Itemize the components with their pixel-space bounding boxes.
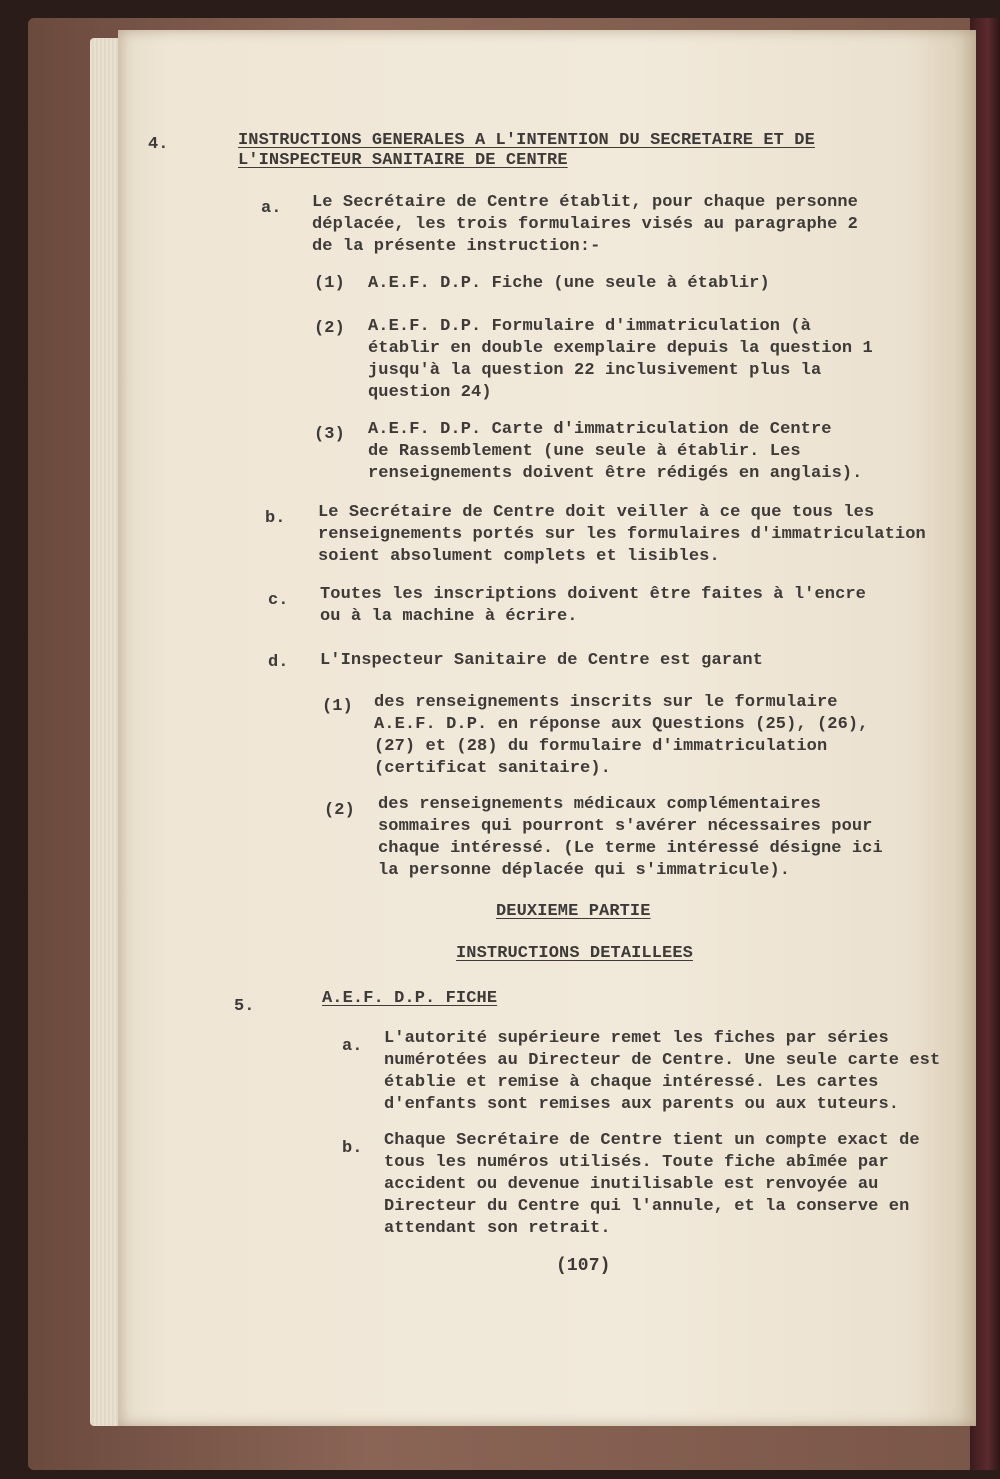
part-2-subtitle: INSTRUCTIONS DETAILLEES xyxy=(456,944,693,963)
item-4d2-line: des renseignements médicaux complémentaires xyxy=(378,795,821,814)
item-5b-line: tous les numéros utilisés. Toute fiche abîmée par xyxy=(384,1153,889,1172)
item-4b-marker: b. xyxy=(265,509,286,528)
item-5b-line: Directeur du Centre qui l'annule, et la conserve en xyxy=(384,1197,910,1216)
item-4d2-marker: (2) xyxy=(324,801,355,820)
item-4c-line: Toutes les inscriptions doivent être faites à l'encre xyxy=(320,585,866,604)
item-4d-marker: d. xyxy=(268,653,289,672)
item-4d1-line: des renseignements inscrits sur le formulaire xyxy=(374,693,838,712)
item-4a1-marker: (1) xyxy=(314,274,345,293)
item-4a3-line: A.E.F. D.P. Carte d'immatriculation de Centre xyxy=(368,420,832,439)
item-4d-line: L'Inspecteur Sanitaire de Centre est garant xyxy=(320,651,763,670)
item-4a2-marker: (2) xyxy=(314,319,345,338)
item-4a2-line: A.E.F. D.P. Formulaire d'immatriculation (à xyxy=(368,317,811,336)
page-number: (107) xyxy=(556,1256,611,1276)
section-4-heading-line1: INSTRUCTIONS GENERALES A L'INTENTION DU SECRETAIRE ET DE xyxy=(238,131,815,150)
item-4a-line: de la présente instruction:- xyxy=(312,237,601,256)
item-5a-line: numérotées au Directeur de Centre. Une seule carte est xyxy=(384,1051,941,1070)
item-5a-line: d'enfants sont remises aux parents ou aux tuteurs. xyxy=(384,1095,900,1114)
item-5a-line: L'autorité supérieure remet les fiches par séries xyxy=(384,1029,889,1048)
item-4c-line: ou à la machine à écrire. xyxy=(320,607,578,626)
item-5b-line: Chaque Secrétaire de Centre tient un compte exact de xyxy=(384,1131,920,1150)
item-4a-marker: a. xyxy=(261,199,282,218)
item-4d2-line: chaque intéressé. (Le terme intéressé désigne ici xyxy=(378,839,883,858)
section-5-number: 5. xyxy=(234,997,255,1016)
item-4b-line: renseignements portés sur les formulaires d'immatriculation xyxy=(318,525,926,544)
section-4-number: 4. xyxy=(148,135,169,154)
item-4a2-line: question 24) xyxy=(368,383,492,402)
item-4a3-line: renseignements doivent être rédigés en anglais). xyxy=(368,464,863,483)
item-4a-line: déplacée, les trois formulaires visés au paragraphe 2 xyxy=(312,215,858,234)
item-4a2-line: établir en double exemplaire depuis la question 1 xyxy=(368,339,873,358)
item-4b-line: Le Secrétaire de Centre doit veiller à ce que tous les xyxy=(318,503,875,522)
item-5b-line: attendant son retrait. xyxy=(384,1219,611,1238)
item-4d1-line: A.E.F. D.P. en réponse aux Questions (25), (26), xyxy=(374,715,869,734)
part-2-title: DEUXIEME PARTIE xyxy=(496,902,651,921)
item-4a1-line: A.E.F. D.P. Fiche (une seule à établir) xyxy=(368,274,770,293)
item-5a-line: établie et remise à chaque intéressé. Les cartes xyxy=(384,1073,879,1092)
item-5b-marker: b. xyxy=(342,1139,363,1158)
item-4d1-line: (27) et (28) du formulaire d'immatriculation xyxy=(374,737,828,756)
item-4d1-marker: (1) xyxy=(322,697,353,716)
item-4a2-line: jusqu'à la question 22 inclusivement plus la xyxy=(368,361,822,380)
item-4d1-line: (certificat sanitaire). xyxy=(374,759,611,778)
item-5b-line: accident ou devenue inutilisable est renvoyée au xyxy=(384,1175,879,1194)
section-4-heading-line2: L'INSPECTEUR SANITAIRE DE CENTRE xyxy=(238,151,568,170)
item-4b-line: soient absolument complets et lisibles. xyxy=(318,547,720,566)
item-4d2-line: sommaires qui pourront s'avérer nécessaires pour xyxy=(378,817,873,836)
book-page xyxy=(118,30,976,1426)
item-4a3-line: de Rassemblement (une seule à établir. Les xyxy=(368,442,801,461)
item-4a3-marker: (3) xyxy=(314,425,345,444)
item-4d2-line: la personne déplacée qui s'immatricule). xyxy=(378,861,791,880)
section-5-heading: A.E.F. D.P. FICHE xyxy=(322,989,498,1008)
item-4c-marker: c. xyxy=(268,591,289,610)
item-4a-line: Le Secrétaire de Centre établit, pour chaque personne xyxy=(312,193,858,212)
item-5a-marker: a. xyxy=(342,1037,363,1056)
